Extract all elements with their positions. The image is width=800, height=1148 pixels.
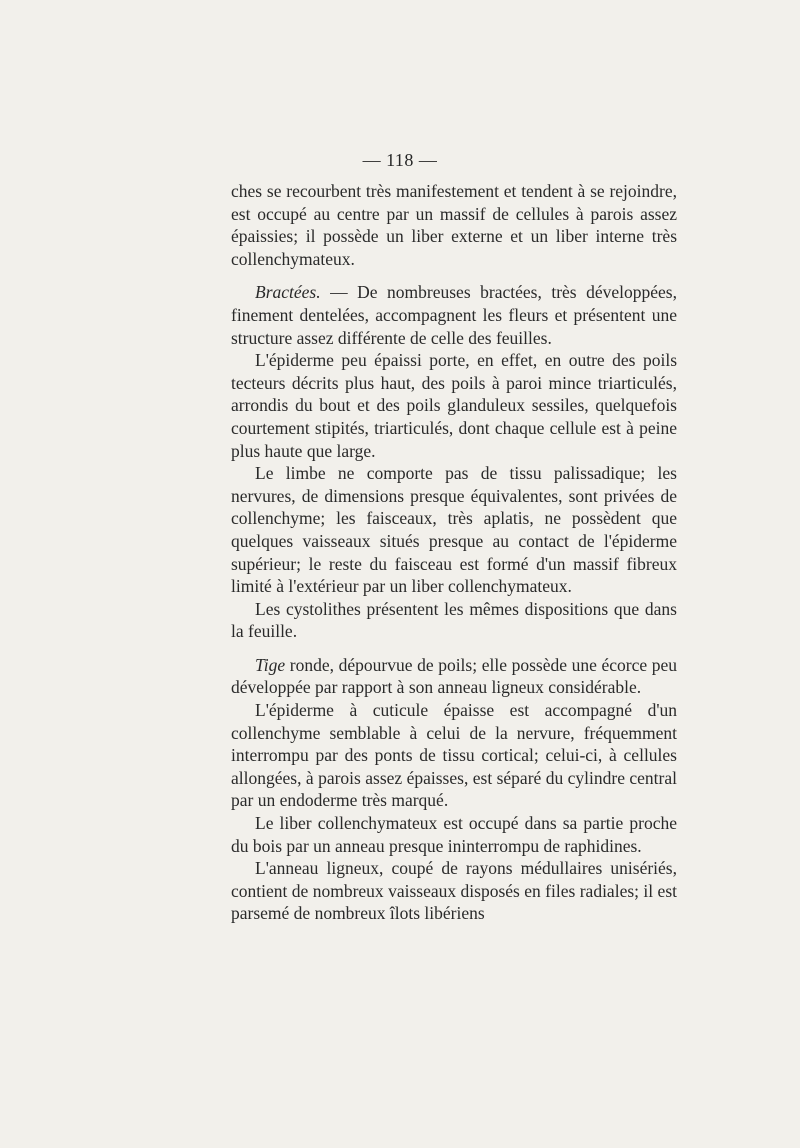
paragraph-text: ronde, dépourvue de poils; elle possède une écorce peu développée par rapport à son anneau ligneux considérable. — [231, 654, 677, 698]
section-heading-bractees: Bractées. — [255, 282, 321, 303]
paragraph-anneau-ligneux — [231, 857, 677, 925]
paragraph-text: Le liber collenchymateux est occupé dans sa partie proche du bois par un anneau presque ininterrompu de raphidines. — [231, 813, 677, 856]
paragraph-limbe — [231, 462, 677, 598]
paragraph-text: Les cystolithes présentent les mêmes dispositions que dans la feuille. — [231, 598, 677, 642]
paragraph-tige — [231, 654, 677, 699]
paragraph-bractees — [231, 281, 677, 349]
paragraph-epiderme-bractees — [231, 349, 677, 462]
paragraph-text: L'anneau ligneux, coupé de rayons médullaires unisériés, contient de nombreux vaisseaux disposés en files radiales; il est parsemé de nombreux îlots libériens — [231, 858, 677, 924]
paragraph-continuation — [231, 180, 677, 270]
paragraph-text: Le limbe ne comporte pas de tissu palissadique; les nervures, de dimensions presque équivalentes, sont privées de collenchyme; les faisceaux, très aplatis, ne possèdent que quelques vaisseaux situés presque au contact de l'épiderme supérieur; le reste du faisceau est formé d'un massif fibreux limité à l'extérieur par un liber collenchymateux. — [231, 463, 677, 597]
section-heading-tige: Tige — [255, 654, 286, 675]
paragraph-text: L'épiderme à cuticule épaisse est accompagné d'un collenchyme semblable à celui de la nervure, fréquemment interrompu par des ponts de tissu cortical; celui-ci, à cellules allongées, à parois assez épaisses, est séparé du cylindre central par un endoderme très marqué. — [231, 700, 677, 811]
paragraph-text: — De nombreuses bractées, très développées, finement dentelées, accompagnent les fleurs et présentent une structure assez différente de celle des feuilles. — [231, 282, 677, 348]
body-text — [231, 180, 677, 925]
paragraph-text: L'épiderme peu épaissi porte, en effet, en outre des poils tecteurs décrits plus haut, des poils à paroi mince triarticulés, arrondis du bout et des poils glanduleux sessiles, quelquefois courtement stipités, triarticulés, dont chaque cellule est à peine plus haute que large. — [231, 350, 677, 461]
paragraph-liber — [231, 812, 677, 857]
paragraph-cystolithes — [231, 598, 677, 643]
paragraph-text: ches se recourbent très manifestement et tendent à se rejoindre, est occupé au centre par un massif de cellules à parois assez épaissies; il possède un liber externe et un liber interne très collenchymateux. — [231, 181, 677, 269]
page-number: — 118 — — [362, 150, 438, 170]
paragraph-epiderme-tige — [231, 699, 677, 812]
